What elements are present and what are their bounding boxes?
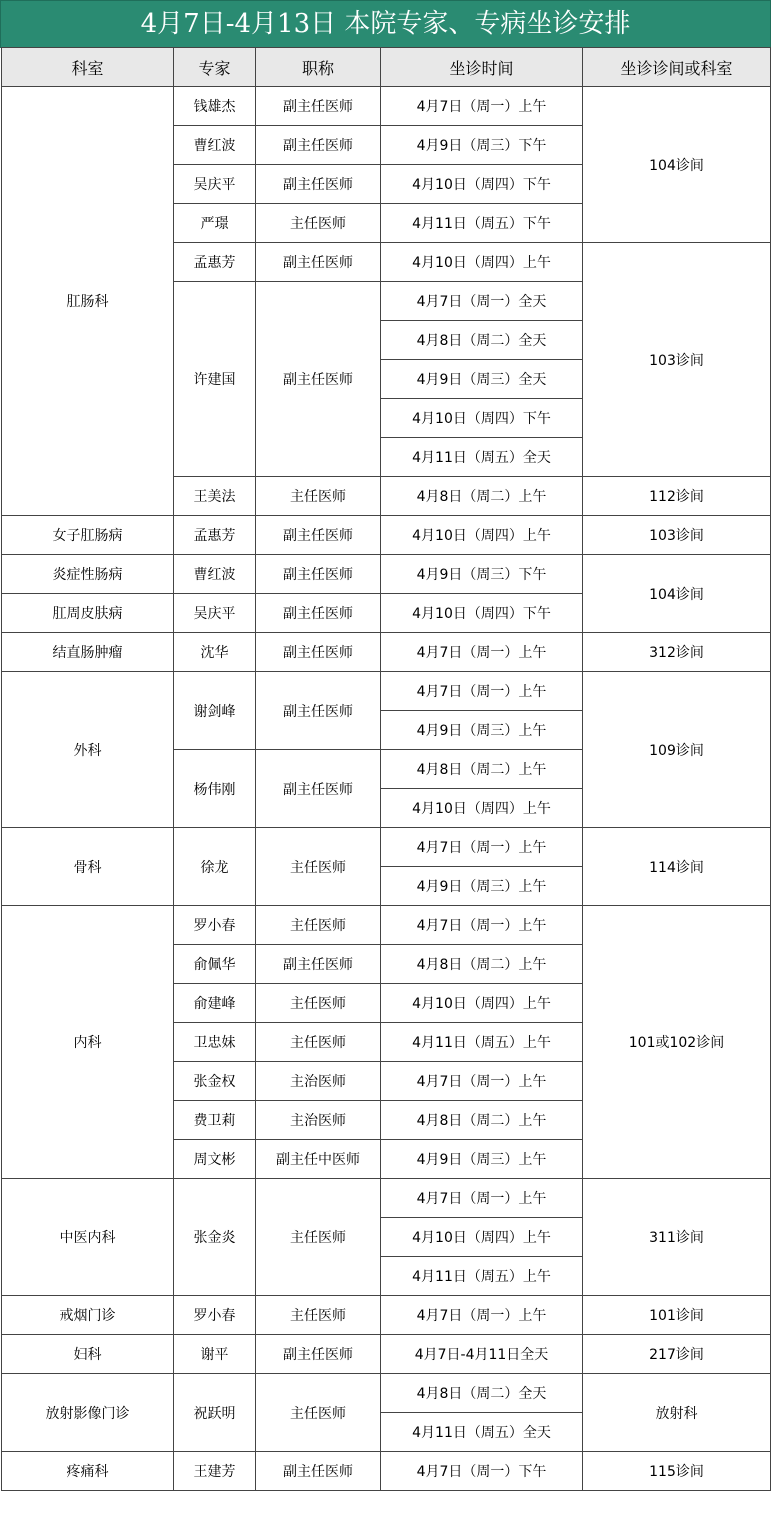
- dept-cell: 肛周皮肤病: [2, 594, 174, 633]
- header-room: 坐诊诊间或科室: [583, 48, 771, 87]
- time-cell: 4月11日（周五）全天: [381, 438, 583, 477]
- expert-cell: 许建国: [174, 282, 256, 477]
- table-row: [2, 1335, 771, 1374]
- dept-cell: 疼痛科: [2, 1452, 174, 1491]
- expert-cell: 曹红波: [174, 126, 256, 165]
- room-cell: 312诊间: [583, 633, 771, 672]
- rank-cell: 主治医师: [256, 1062, 381, 1101]
- header-row: [2, 48, 771, 87]
- room-cell: 放射科: [583, 1374, 771, 1452]
- table-row: [2, 1296, 771, 1335]
- rank-cell: 副主任医师: [256, 594, 381, 633]
- rank-cell: 副主任医师: [256, 243, 381, 282]
- dept-cell: 戒烟门诊: [2, 1296, 174, 1335]
- header-dept: 科室: [2, 48, 174, 87]
- expert-cell: 俞佩华: [174, 945, 256, 984]
- table-row: [2, 1179, 771, 1218]
- time-cell: 4月7日（周一）上午: [381, 633, 583, 672]
- rank-cell: 副主任医师: [256, 282, 381, 477]
- table-row: [2, 516, 771, 555]
- time-cell: 4月10日（周四）下午: [381, 165, 583, 204]
- time-cell: 4月10日（周四）上午: [381, 1218, 583, 1257]
- time-cell: 4月9日（周三）上午: [381, 1140, 583, 1179]
- dept-cell: 妇科: [2, 1335, 174, 1374]
- rank-cell: 副主任医师: [256, 87, 381, 126]
- expert-cell: 谢平: [174, 1335, 256, 1374]
- expert-cell: 徐龙: [174, 828, 256, 906]
- table-row: [2, 1452, 771, 1491]
- rank-cell: 主任医师: [256, 1023, 381, 1062]
- expert-cell: 王美法: [174, 477, 256, 516]
- rank-cell: 副主任医师: [256, 165, 381, 204]
- rank-cell: 主任医师: [256, 1179, 381, 1296]
- room-cell: 109诊间: [583, 672, 771, 828]
- expert-cell: 俞建峰: [174, 984, 256, 1023]
- time-cell: 4月8日（周二）上午: [381, 945, 583, 984]
- rank-cell: 副主任医师: [256, 672, 381, 750]
- rank-cell: 副主任医师: [256, 516, 381, 555]
- room-cell: 311诊间: [583, 1179, 771, 1296]
- time-cell: 4月7日（周一）上午: [381, 1179, 583, 1218]
- time-cell: 4月7日（周一）上午: [381, 87, 583, 126]
- page-title: 4月7日-4月13日 本院专家、专病坐诊安排: [0, 0, 771, 48]
- expert-cell: 孟惠芳: [174, 243, 256, 282]
- room-cell: 103诊间: [583, 243, 771, 477]
- dept-cell: 外科: [2, 672, 174, 828]
- expert-cell: 沈华: [174, 633, 256, 672]
- time-cell: 4月9日（周三）上午: [381, 867, 583, 906]
- time-cell: 4月10日（周四）上午: [381, 984, 583, 1023]
- expert-cell: 孟惠芳: [174, 516, 256, 555]
- rank-cell: 副主任医师: [256, 750, 381, 828]
- rank-cell: 副主任医师: [256, 1335, 381, 1374]
- room-cell: 101或102诊间: [583, 906, 771, 1179]
- time-cell: 4月9日（周三）全天: [381, 360, 583, 399]
- time-cell: 4月7日-4月11日全天: [381, 1335, 583, 1374]
- room-cell: 115诊间: [583, 1452, 771, 1491]
- time-cell: 4月10日（周四）下午: [381, 594, 583, 633]
- room-cell: 112诊间: [583, 477, 771, 516]
- time-cell: 4月10日（周四）上午: [381, 243, 583, 282]
- schedule-table: [1, 47, 771, 1491]
- table-row: [2, 828, 771, 867]
- expert-cell: 祝跃明: [174, 1374, 256, 1452]
- expert-cell: 罗小春: [174, 906, 256, 945]
- rank-cell: 副主任医师: [256, 126, 381, 165]
- header-expert: 专家: [174, 48, 256, 87]
- expert-cell: 张金权: [174, 1062, 256, 1101]
- time-cell: 4月7日（周一）上午: [381, 1296, 583, 1335]
- table-row: [2, 633, 771, 672]
- table-row: [2, 555, 771, 594]
- expert-cell: 吴庆平: [174, 165, 256, 204]
- time-cell: 4月11日（周五）全天: [381, 1413, 583, 1452]
- rank-cell: 副主任中医师: [256, 1140, 381, 1179]
- room-cell: 101诊间: [583, 1296, 771, 1335]
- time-cell: 4月11日（周五）上午: [381, 1257, 583, 1296]
- time-cell: 4月9日（周三）下午: [381, 126, 583, 165]
- room-cell: 103诊间: [583, 516, 771, 555]
- expert-cell: 卫忠妹: [174, 1023, 256, 1062]
- header-time: 坐诊时间: [381, 48, 583, 87]
- time-cell: 4月11日（周五）下午: [381, 204, 583, 243]
- time-cell: 4月8日（周二）上午: [381, 750, 583, 789]
- expert-cell: 谢剑峰: [174, 672, 256, 750]
- time-cell: 4月9日（周三）上午: [381, 711, 583, 750]
- room-cell: 217诊间: [583, 1335, 771, 1374]
- rank-cell: 副主任医师: [256, 1452, 381, 1491]
- dept-cell: 肛肠科: [2, 87, 174, 516]
- rank-cell: 主任医师: [256, 204, 381, 243]
- rank-cell: 主任医师: [256, 477, 381, 516]
- table-row: [2, 1374, 771, 1413]
- rank-cell: 副主任医师: [256, 633, 381, 672]
- time-cell: 4月10日（周四）上午: [381, 516, 583, 555]
- dept-cell: 骨科: [2, 828, 174, 906]
- rank-cell: 副主任医师: [256, 555, 381, 594]
- dept-cell: 内科: [2, 906, 174, 1179]
- dept-cell: 炎症性肠病: [2, 555, 174, 594]
- rank-cell: 主任医师: [256, 984, 381, 1023]
- time-cell: 4月7日（周一）上午: [381, 906, 583, 945]
- time-cell: 4月9日（周三）下午: [381, 555, 583, 594]
- dept-cell: 放射影像门诊: [2, 1374, 174, 1452]
- time-cell: 4月7日（周一）全天: [381, 282, 583, 321]
- time-cell: 4月8日（周二）上午: [381, 477, 583, 516]
- rank-cell: 主任医师: [256, 1374, 381, 1452]
- rank-cell: 副主任医师: [256, 945, 381, 984]
- dept-cell: 结直肠肿瘤: [2, 633, 174, 672]
- table-row: [2, 87, 771, 126]
- time-cell: 4月11日（周五）上午: [381, 1023, 583, 1062]
- rank-cell: 主任医师: [256, 828, 381, 906]
- table-row: [2, 906, 771, 945]
- time-cell: 4月7日（周一）上午: [381, 828, 583, 867]
- header-rank: 职称: [256, 48, 381, 87]
- room-cell: 104诊间: [583, 555, 771, 633]
- time-cell: 4月7日（周一）下午: [381, 1452, 583, 1491]
- room-cell: 114诊间: [583, 828, 771, 906]
- time-cell: 4月10日（周四）上午: [381, 789, 583, 828]
- time-cell: 4月8日（周二）上午: [381, 1101, 583, 1140]
- rank-cell: 主任医师: [256, 1296, 381, 1335]
- dept-cell: 中医内科: [2, 1179, 174, 1296]
- expert-cell: 费卫莉: [174, 1101, 256, 1140]
- rank-cell: 主治医师: [256, 1101, 381, 1140]
- dept-cell: 女子肛肠病: [2, 516, 174, 555]
- table-row: [2, 672, 771, 711]
- expert-cell: 杨伟刚: [174, 750, 256, 828]
- expert-cell: 曹红波: [174, 555, 256, 594]
- time-cell: 4月8日（周二）全天: [381, 321, 583, 360]
- expert-cell: 周文彬: [174, 1140, 256, 1179]
- expert-cell: 严璟: [174, 204, 256, 243]
- time-cell: 4月7日（周一）上午: [381, 672, 583, 711]
- time-cell: 4月8日（周二）全天: [381, 1374, 583, 1413]
- room-cell: 104诊间: [583, 87, 771, 243]
- expert-cell: 罗小春: [174, 1296, 256, 1335]
- expert-cell: 王建芳: [174, 1452, 256, 1491]
- expert-cell: 张金炎: [174, 1179, 256, 1296]
- expert-cell: 钱雄杰: [174, 87, 256, 126]
- rank-cell: 主任医师: [256, 906, 381, 945]
- time-cell: 4月7日（周一）上午: [381, 1062, 583, 1101]
- time-cell: 4月10日（周四）下午: [381, 399, 583, 438]
- expert-cell: 吴庆平: [174, 594, 256, 633]
